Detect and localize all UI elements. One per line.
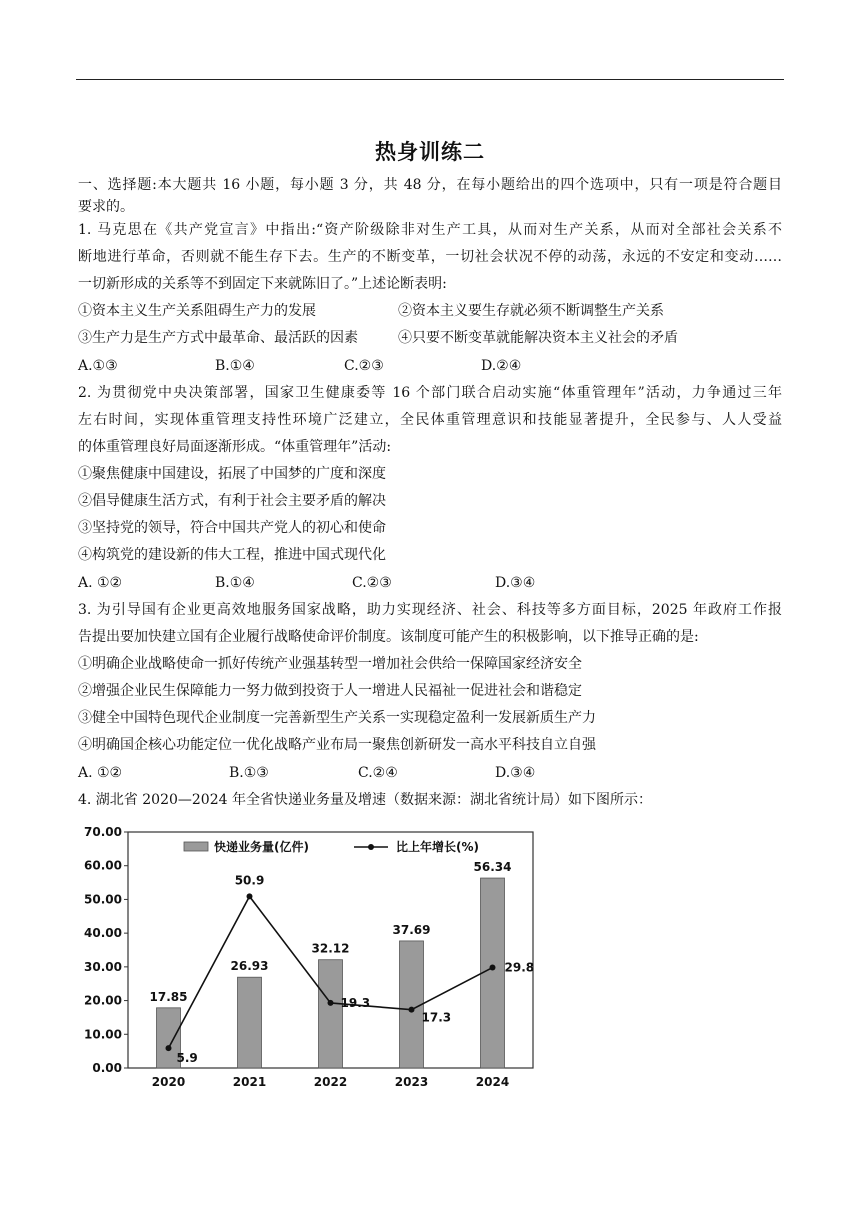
line-data-label: 29.8: [504, 960, 535, 975]
y-axis: [84, 825, 128, 1075]
growth-line-series: [166, 873, 535, 1065]
y-tick-label: 20.00: [84, 993, 122, 1008]
q1-statement: ③生产力是生产方式中最革命、最活跃的因素: [78, 330, 358, 346]
q3-option-c: C.②④: [358, 765, 398, 781]
line-point: [328, 1000, 334, 1006]
q3-stem-line: 告提出要加快建立国有企业履行战略使命评价制度。该制度可能产生的积极影响，以下推导正确的是:: [78, 629, 699, 645]
q2-statement: ③坚持党的领导，符合中国共产党人的初心和使命: [78, 520, 386, 536]
chart-legend: [184, 839, 479, 854]
x-tick-label: 2020: [151, 1075, 186, 1089]
bar: [481, 878, 505, 1068]
x-tick-label: 2023: [394, 1075, 429, 1089]
q3-stem-line: 3. 为引导国有企业更高效地服务国家战略，助力实现经济、社会、科技等多方面目标，2025 年政府工作报: [78, 602, 782, 618]
line-data-label: 50.9: [234, 873, 265, 888]
q2-option-c: C.②③: [352, 575, 392, 591]
line-point: [166, 1045, 172, 1051]
q3-statement: ②增强企业民生保障能力一努力做到投资于人一增进人民福祉一促进社会和谐稳定: [78, 683, 582, 699]
q3-option-a: A. ①②: [78, 765, 123, 781]
q1-stem-line: 断地进行革命，否则就不能生存下去。生产的不断变革，一切社会状况不停的动荡，永远的不安定和变动……: [78, 249, 782, 265]
y-tick-label: 30.00: [84, 959, 122, 974]
q1-stem-line: 一切新形成的关系等不到固定下来就陈旧了。”上述论断表明:: [78, 276, 447, 292]
y-tick-label: 10.00: [84, 1027, 122, 1042]
q2-statement: ①聚焦健康中国建设，拓展了中国梦的广度和深度: [78, 466, 386, 482]
y-tick-label: 0.00: [92, 1061, 122, 1075]
q2-option-d: D.③④: [495, 575, 536, 591]
y-tick-label: 70.00: [84, 825, 122, 839]
x-tick-label: 2022: [313, 1075, 348, 1089]
header-rule: [76, 79, 784, 80]
y-tick-label: 40.00: [84, 926, 122, 941]
bar-data-label: 26.93: [230, 959, 269, 974]
section-header-line: 一、选择题:本大题共 16 小题，每小题 3 分，共 48 分，在每小题给出的四个选项中，只有一项是符合题目: [78, 177, 782, 193]
bar-series: [150, 860, 512, 1068]
y-tick-label: 50.00: [84, 892, 122, 907]
line-data-label: 19.3: [340, 995, 371, 1010]
legend-line-label: 比上年增长(%): [396, 840, 479, 854]
bar-data-label: 17.85: [149, 989, 188, 1004]
x-tick-label: 2024: [475, 1075, 510, 1089]
bar-data-label: 32.12: [311, 941, 350, 956]
q2-option-b: B.①④: [215, 575, 255, 591]
line-data-label: 17.3: [421, 1010, 452, 1025]
line-data-label: 5.9: [176, 1051, 198, 1066]
q3-statement: ③健全中国特色现代企业制度一完善新型生产关系一实现稳定盈利一发展新质生产力: [78, 710, 596, 726]
q1-statement: ④只要不断变革就能解决资本主义社会的矛盾: [398, 330, 678, 346]
line-point: [409, 1007, 415, 1013]
express-volume-chart: [78, 818, 538, 1096]
q2-statement: ④构筑党的建设新的伟大工程，推进中国式现代化: [78, 547, 386, 563]
bar: [238, 977, 262, 1068]
q1-option-a: A.①③: [78, 358, 118, 374]
q3-statement: ④明确国企核心功能定位一优化战略产业布局一聚焦创新研发一高水平科技自立自强: [78, 737, 596, 753]
q1-option-d: D.②④: [481, 358, 522, 374]
q1-statement: ①资本主义生产关系阻碍生产力的发展: [78, 303, 316, 319]
q3-option-d: D.③④: [495, 765, 536, 781]
line-point: [490, 965, 496, 971]
y-tick-label: 60.00: [84, 858, 122, 873]
q2-stem-line: 的体重管理良好局面逐渐形成。“体重管理年”活动:: [78, 439, 392, 455]
legend-bar-label: 快递业务量(亿件): [214, 840, 309, 854]
section-header-line: 要求的。: [78, 199, 134, 215]
q2-option-a: A. ①②: [78, 575, 123, 591]
q2-stem-line: 左右时间，实现体重管理支持性环境广泛建立，全民体重管理意识和技能显著提升，全民参与、人人受益: [78, 412, 782, 428]
q3-statement: ①明确企业战略使命一抓好传统产业强基转型一增加社会供给一保障国家经济安全: [78, 656, 582, 672]
page-title: 热身训练二: [375, 140, 485, 164]
q3-option-b: B.①③: [229, 765, 269, 781]
q1-option-b: B.①④: [215, 358, 255, 374]
q1-option-c: C.②③: [344, 358, 384, 374]
legend-line-marker: [368, 844, 374, 850]
x-tick-label: 2021: [232, 1075, 267, 1089]
bar: [319, 960, 343, 1068]
q1-stem-line: 1. 马克思在《共产党宣言》中指出:“资产阶级除非对生产工具，从而对生产关系，从而对全部社会关系不: [78, 222, 782, 238]
q4-stem-line: 4. 湖北省 2020—2024 年全省快递业务量及增速（数据来源：湖北省统计局）如下图所示：: [78, 792, 652, 808]
q2-statement: ②倡导健康生活方式，有利于社会主要矛盾的解决: [78, 493, 386, 509]
bar-data-label: 37.69: [392, 922, 431, 937]
bar-data-label: 56.34: [473, 860, 512, 875]
line-point: [247, 893, 253, 899]
legend-bar-swatch: [184, 842, 208, 851]
x-axis: [152, 1075, 509, 1089]
q2-stem-line: 2. 为贯彻党中央决策部署，国家卫生健康委等 16 个部门联合启动实施“体重管理年”活动，力争通过三年: [78, 385, 782, 401]
q1-statement: ②资本主义要生存就必须不断调整生产关系: [398, 303, 664, 319]
